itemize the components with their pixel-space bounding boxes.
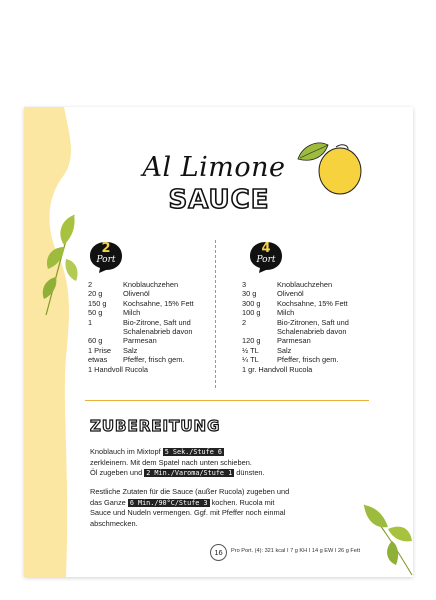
ingredient-name: Parmesan	[277, 336, 311, 346]
ingredient-row	[242, 318, 372, 327]
recipe-title-script: Al Limone	[142, 152, 286, 183]
portion-badge-4	[249, 240, 283, 274]
instruction-text: Sauce und Nudeln vermengen. Ggf. mit Pfeffer noch einmal	[90, 508, 286, 517]
ingredient-name: Milch	[277, 308, 295, 318]
ingredient-row	[88, 327, 213, 336]
ingredient-name: Salz	[123, 345, 138, 355]
ingredient-name: Schalenabrieb davon	[277, 327, 347, 337]
leaf-left-icon	[34, 207, 84, 317]
ingredient-row	[88, 355, 213, 364]
ingredient-amount: 2	[242, 317, 247, 327]
preparation-heading: ZUBEREITUNG	[90, 417, 221, 435]
ingredient-amount: 1 Handvoll Rucola	[88, 364, 148, 374]
ingredient-row	[242, 289, 372, 298]
ingredient-name: Kochsahne, 15% Fett	[277, 298, 348, 308]
portion-label: Port	[256, 255, 276, 265]
instruction-text: Öl zugeben und	[90, 468, 145, 477]
ingredient-amount	[242, 327, 277, 336]
ingredient-row	[242, 280, 372, 289]
thermomix-setting: 5 Sek./Stufe 6	[164, 448, 223, 456]
preparation-step-2	[90, 487, 350, 529]
section-divider	[85, 400, 369, 401]
page-number: 16	[210, 544, 227, 561]
ingredient-row	[88, 346, 213, 355]
nutrition-info: Pro Port. (4): 321 kcal I 7 g KH I 14 g EW I 26 g Fett	[231, 548, 361, 554]
instruction-text: dünsten.	[234, 468, 265, 477]
instruction-text: kochen. Rucola mit	[209, 497, 275, 507]
portion-number: 2	[101, 241, 111, 256]
ingredient-name: Pfeffer, frisch gem.	[123, 355, 185, 365]
ingredient-row	[88, 308, 213, 317]
ingredient-row	[88, 365, 213, 374]
thermomix-setting: 6 Min./90°C/Stufe 3	[129, 498, 208, 507]
ingredient-row	[242, 365, 372, 374]
ingredient-amount: 1 Prise	[88, 345, 112, 355]
ingredient-row	[242, 346, 372, 355]
ingredient-amount: 60 g	[88, 336, 103, 346]
ingredient-list-4	[242, 280, 372, 374]
ingredient-name: Pfeffer, frisch gem.	[277, 355, 339, 365]
ingredient-amount: etwas	[88, 355, 108, 365]
recipe-title-sauce: SAUCE	[168, 185, 270, 215]
instruction-text: Restliche Zutaten für die Sauce (außer Rucola) zugeben und	[90, 487, 290, 496]
portion-label: Port	[96, 255, 116, 265]
ingredient-name: Salz	[277, 345, 292, 355]
ingredient-amount: 3	[242, 280, 247, 289]
ingredient-name: Schalenabrieb davon	[123, 327, 193, 337]
ingredient-name: Milch	[123, 308, 141, 318]
ingredient-row	[242, 308, 372, 317]
preparation-step-1	[90, 447, 350, 479]
ingredient-amount: ½ TL	[242, 345, 259, 355]
instruction-text: das Ganze	[90, 497, 128, 507]
ingredient-name: Bio-Zitronen, Saft und	[277, 317, 349, 327]
ingredient-amount: 120 g	[242, 336, 261, 346]
portion-number: 4	[261, 241, 271, 256]
ingredient-amount: 20 g	[88, 289, 103, 299]
instruction-text: abschmecken.	[90, 518, 138, 528]
ingredient-name: Kochsahne, 15% Fett	[123, 298, 194, 308]
ingredient-amount: 2	[88, 280, 93, 289]
ingredient-amount: 50 g	[88, 308, 103, 318]
ingredient-amount: 150 g	[88, 298, 107, 308]
thermomix-setting: 2 Min./Varoma/Stufe 1	[146, 469, 233, 477]
ingredient-name: Olivenöl	[277, 289, 304, 299]
portion-badge-2	[89, 240, 123, 274]
ingredient-amount: ¼ TL	[242, 355, 259, 365]
leaf-bottom-right-icon	[362, 495, 413, 577]
ingredient-row	[88, 336, 213, 345]
ingredient-row	[88, 318, 213, 327]
ingredient-row	[88, 280, 213, 289]
ingredient-row	[88, 299, 213, 308]
ingredient-row	[242, 355, 372, 364]
ingredient-row	[242, 299, 372, 308]
ingredient-amount: 1	[88, 317, 93, 327]
ingredient-name: Knoblauchzehen	[123, 280, 179, 289]
ingredient-name: Bio-Zitrone, Saft und	[123, 317, 191, 327]
column-divider	[215, 240, 216, 388]
ingredient-amount: 1 gr. Handvoll Rucola	[242, 364, 313, 374]
ingredient-name: Knoblauchzehen	[277, 280, 333, 289]
recipe-page	[24, 107, 413, 577]
ingredient-row	[88, 289, 213, 298]
ingredient-amount	[88, 327, 123, 336]
ingredient-list-2	[88, 280, 213, 374]
instruction-text: Knoblauch im Mixtopf	[90, 447, 163, 456]
instruction-text: zerkleinern. Mit dem Spatel nach unten schieben.	[90, 457, 252, 467]
ingredient-row	[242, 327, 372, 336]
ingredient-row	[242, 336, 372, 345]
ingredient-amount: 300 g	[242, 298, 261, 308]
lemon-icon	[296, 137, 366, 199]
ingredient-name: Olivenöl	[123, 289, 150, 299]
ingredient-name: Parmesan	[123, 336, 157, 346]
ingredient-amount: 30 g	[242, 289, 257, 299]
ingredient-amount: 100 g	[242, 308, 261, 318]
